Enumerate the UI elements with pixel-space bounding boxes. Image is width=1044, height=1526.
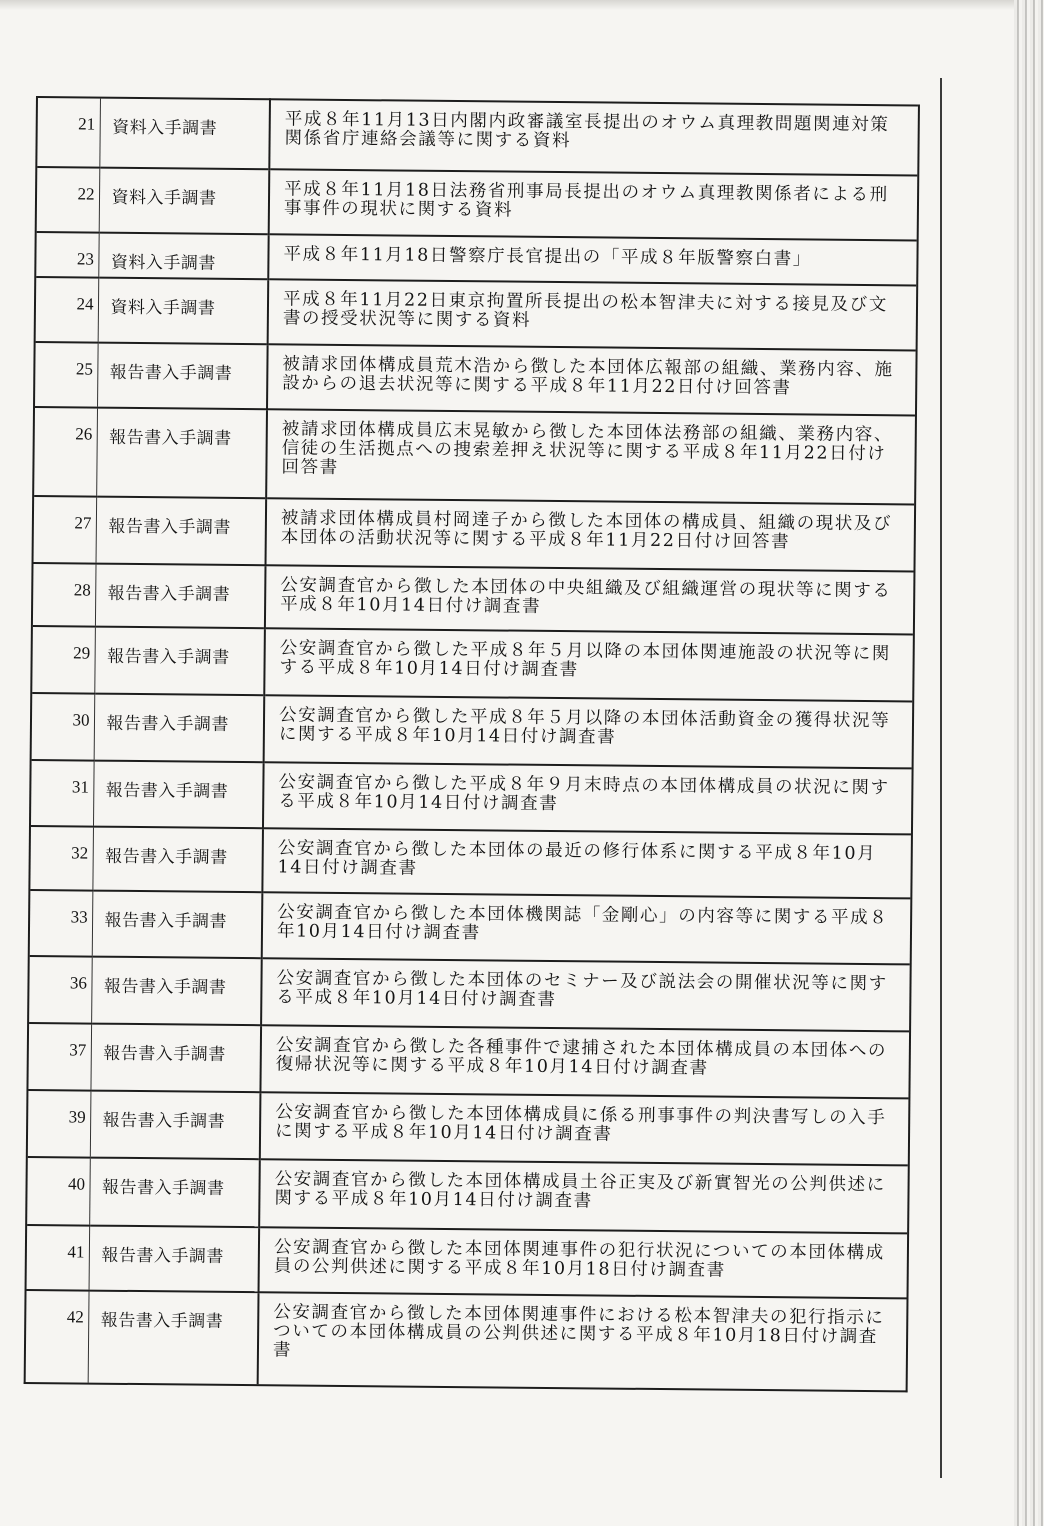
description-text: 公安調査官から徴した平成８年５月以降の本団体関連施設の状況等に関する平成８年10月14日付け調査書 <box>279 638 891 681</box>
document-type: 資料入手調書 <box>99 98 270 170</box>
description-text: 公安調査官から徴した平成８年９月末時点の本団体構成員の状況に関する平成８年10月14日付け調査書 <box>278 772 890 815</box>
document-description <box>259 1159 908 1233</box>
row-number: 40 <box>27 1157 90 1226</box>
document-description <box>266 498 915 571</box>
document-description <box>258 1292 907 1390</box>
description-text: 公安調査官から徴した本団体の最近の修行体系に関する平成８年10月14日付け調査書 <box>277 838 877 879</box>
row-number: 27 <box>34 496 97 564</box>
row-number: 25 <box>35 342 98 408</box>
document-type: 報告書入手調書 <box>93 761 264 829</box>
row-number: 22 <box>37 167 100 233</box>
table-row <box>32 626 913 701</box>
document-type: 資料入手調書 <box>98 278 269 345</box>
document-description <box>262 828 911 898</box>
table-row <box>34 496 915 571</box>
row-number: 31 <box>31 760 94 827</box>
table-row <box>28 1023 909 1098</box>
table-row <box>33 563 914 634</box>
document-type: 資料入手調書 <box>98 233 268 280</box>
table-row <box>37 97 918 175</box>
table-row <box>27 1225 908 1298</box>
row-number: 39 <box>28 1090 91 1158</box>
document-description <box>264 628 913 701</box>
table-row <box>34 407 915 504</box>
table-row <box>26 1290 907 1390</box>
document-type: 報告書入手調書 <box>91 957 262 1026</box>
document-type: 報告書入手調書 <box>96 497 267 566</box>
table-row <box>37 167 918 240</box>
document-description <box>262 892 911 964</box>
document-description <box>260 1092 909 1165</box>
description-text: 被請求団体構成員広末晃敏から徴した本団体法務部の組織、業務内容、信徒の生活拠点への捜索差押え状況等に関する平成８年11月22日付け回答書 <box>281 419 894 478</box>
description-text: 公安調査官から徴した本団体構成員土谷正実及び新實智光の公判供述に関する平成８年10月14日付け調査書 <box>274 1169 886 1212</box>
table-row <box>30 890 911 964</box>
row-number: 21 <box>37 97 100 168</box>
document-description <box>265 565 914 634</box>
table-row <box>32 693 913 768</box>
description-text: 平成８年11月22日東京拘置所長提出の松本智津夫に対する接見及び文書の授受状況等に関する資料 <box>282 289 888 331</box>
document-type: 報告書入手調書 <box>89 1226 260 1293</box>
row-number: 30 <box>32 693 95 761</box>
table-row <box>29 956 910 1031</box>
margin-rule <box>940 78 942 1478</box>
description-text: 被請求団体構成員村岡達子から徴した本団体の構成員、組織の現状及び本団体の活動状況等に関する平成８年11月22日付け回答書 <box>280 508 893 553</box>
document-description <box>259 1227 908 1298</box>
row-number: 29 <box>32 626 95 694</box>
row-number: 24 <box>36 277 99 343</box>
document-type: 報告書入手調書 <box>94 694 265 763</box>
document-description <box>268 279 917 350</box>
row-number: 41 <box>27 1225 90 1291</box>
row-number: 36 <box>29 956 92 1024</box>
table-row <box>31 760 912 834</box>
table-row <box>30 826 911 898</box>
scan-page-edge <box>1014 0 1044 1526</box>
row-number: 32 <box>30 826 93 891</box>
row-number: 37 <box>28 1023 91 1091</box>
evidence-list-frame <box>24 96 920 1392</box>
document-description <box>267 344 916 415</box>
description-text: 平成８年11月18日法務省刑事局長提出のオウム真理教関係者による刑事事件の現状に関する資料 <box>283 179 889 221</box>
description-text: 公安調査官から徴した本団体関連事件の犯行状況についての本団体構成員の公判供述に関する平成８年10月18日付け調査書 <box>273 1237 885 1281</box>
description-text: 公安調査官から徴した各種事件で逮捕された本団体構成員の本団体への復帰状況等に関する平成８年10月14日付け調査書 <box>275 1035 888 1079</box>
table-row <box>36 277 917 350</box>
document-type: 報告書入手調書 <box>90 1091 261 1160</box>
row-number: 28 <box>33 563 96 627</box>
scan-shadow-top <box>0 0 1044 10</box>
table-row <box>35 342 916 415</box>
document-type: 報告書入手調書 <box>92 891 263 959</box>
document-description <box>269 99 918 175</box>
description-text: 公安調査官から徴した本団体のセミナー及び説法会の開催状況等に関する平成８年10月14日付け調査書 <box>276 968 888 1011</box>
document-description <box>266 409 915 504</box>
document-type: 報告書入手調書 <box>96 408 267 499</box>
description-text: 公安調査官から徴した本団体構成員に係る刑事事件の判決書写しの入手に関する平成８年10月14日付け調査書 <box>274 1102 887 1145</box>
row-number: 26 <box>34 407 97 497</box>
row-number: 33 <box>30 890 93 957</box>
document-description <box>261 958 910 1031</box>
document-type: 報告書入手調書 <box>95 564 266 629</box>
row-number: 23 <box>36 232 98 278</box>
description-text: 被請求団体構成員荒木浩から徴した本団体広報部の組織、業務内容、施設からの退去状況等に関する平成８年11月22日付け回答書 <box>282 354 894 399</box>
description-text: 公安調査官から徴した本団体関連事件における松本智津夫の犯行指示についての本団体構成員の公判供述に関する平成８年10月18日付け調査書 <box>272 1302 885 1361</box>
document-description <box>269 169 918 240</box>
table-row <box>28 1090 909 1165</box>
description-text: 平成８年11月13日内閣内政審議室長提出のオウム真理教問題関連対策関係省庁連絡会議等に関する資料 <box>284 109 890 152</box>
document-type: 報告書入手調書 <box>89 1158 260 1228</box>
row-number: 42 <box>26 1290 89 1383</box>
document-description <box>263 762 912 834</box>
document-type: 報告書入手調書 <box>88 1291 259 1385</box>
description-text: 公安調査官から徴した本団体機関誌「金剛心」の内容等に関する平成８年10月14日付け調査書 <box>276 902 889 944</box>
document-type: 報告書入手調書 <box>92 827 263 893</box>
document-type: 報告書入手調書 <box>94 627 265 696</box>
document-description <box>260 1025 909 1098</box>
description-text: 公安調査官から徴した本団体の中央組織及び組織運営の現状等に関する平成８年10月14日付け調査書 <box>280 575 892 617</box>
document-type: 報告書入手調書 <box>90 1024 261 1093</box>
document-type: 資料入手調書 <box>99 168 270 235</box>
table-row <box>27 1157 908 1233</box>
description-text: 公安調査官から徴した平成８年５月以降の本団体活動資金の獲得状況等に関する平成８年10月14日付け調査書 <box>278 705 891 748</box>
description-text: 平成８年11月18日警察庁長官提出の「平成８年版警察白書」 <box>283 244 813 270</box>
evidence-list-table <box>26 96 918 1390</box>
document-description <box>264 695 913 768</box>
document-type: 報告書入手調書 <box>97 343 268 410</box>
document-description <box>268 234 916 285</box>
